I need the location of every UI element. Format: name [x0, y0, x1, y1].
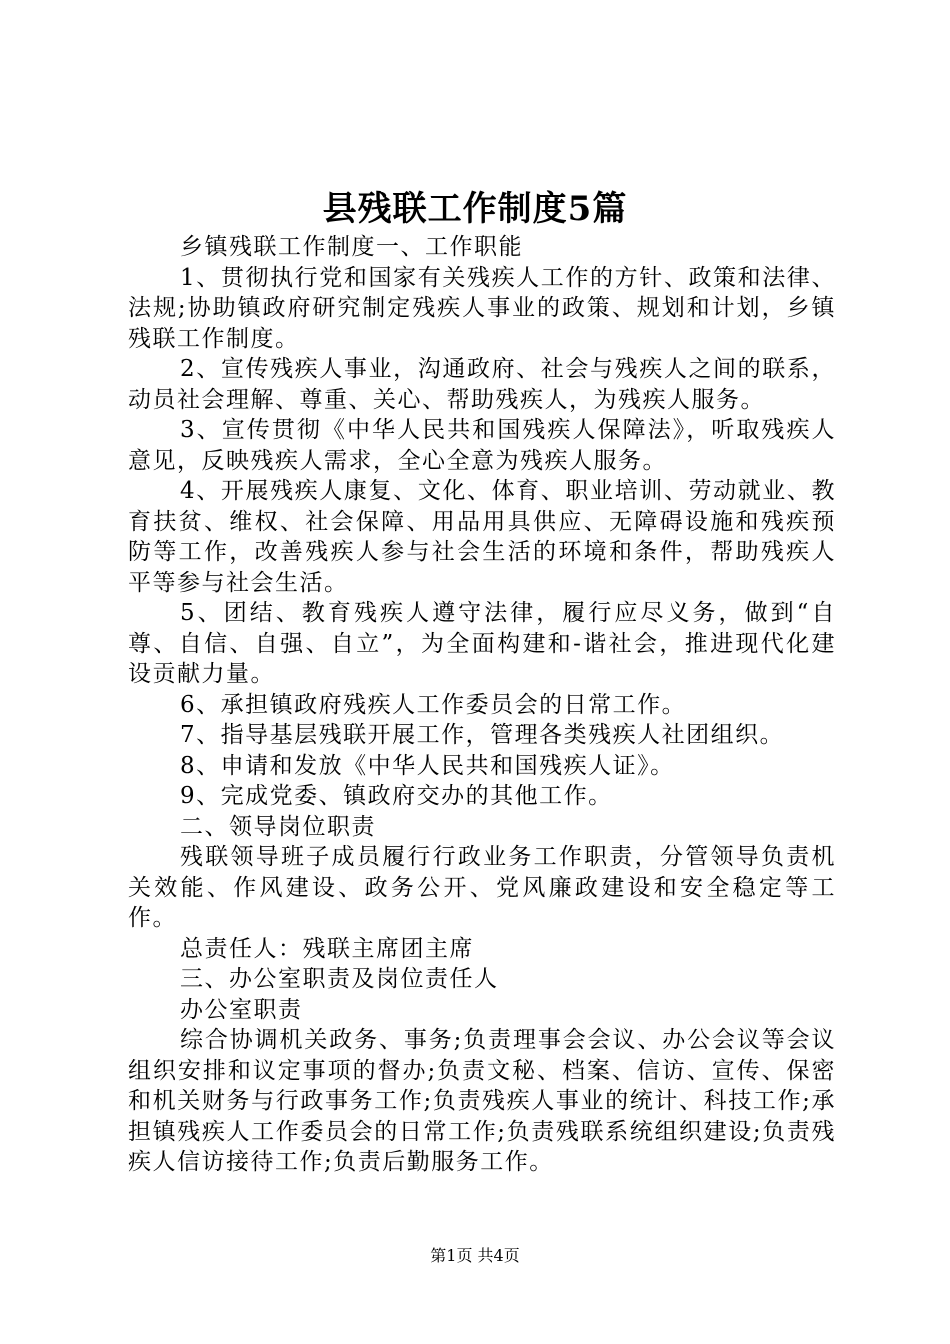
document-title: 县残联工作制度5篇 [322, 189, 628, 229]
body-paragraph: 8、申请和发放《中华人民共和国残疾人证》。 [180, 752, 675, 779]
section-heading: 二、领导岗位职责 [180, 813, 376, 840]
body-paragraph: 4、开展残疾人康复、文化、体育、职业培训、劳动就业、教育扶贫、维权、社会保障、用品用具供应、无障碍设施和残疾预防等工作，改善残疾人参与社会生活的环境和条件，帮助残疾人平等参与社会生活。 [128, 478, 836, 596]
body-paragraph: 3、宣传贯彻《中华人民共和国残疾人保障法》，听取残疾人意见，反映残疾人需求，全心全意为残疾人服务。 [128, 417, 836, 474]
body-paragraph: 乡镇残联工作制度一、工作职能 [180, 234, 523, 260]
body-paragraph: 总责任人：残联主席团主席 [180, 935, 474, 962]
page-footer: 第1页 共4页 [430, 1246, 520, 1265]
body-paragraph: 6、承担镇政府残疾人工作委员会的日常工作。 [180, 691, 687, 718]
section-heading: 三、办公室职责及岗位责任人 [180, 966, 499, 992]
document-body [128, 232, 836, 1178]
subsection-heading: 办公室职责 [180, 996, 303, 1023]
body-paragraph: 5、团结、教育残疾人遵守法律，履行应尽义务，做到“自尊、自信、自强、自立”，为全面构建和-谐社会，推进现代化建设贡献力量。 [128, 600, 836, 687]
body-paragraph: 7、指导基层残联开展工作，管理各类残疾人社团组织。 [180, 722, 785, 748]
body-paragraph: 9、完成党委、镇政府交办的其他工作。 [180, 783, 613, 809]
body-paragraph: 综合协调机关政务、事务;负责理事会会议、办公会议等会议组织安排和议定事项的督办;负责文秘、档案、信访、宣传、保密和机关财务与行政事务工作;负责残疾人事业的统计、科技工作;承担镇残疾人工作委员会的日常工作;负责残联系统组织建设;负责残疾人信访接待工作;负责后勤服务工作。 [128, 1027, 836, 1175]
body-paragraph: 1、贯彻执行党和国家有关残疾人工作的方针、政策和法律、法规;协助镇政府研究制定残疾人事业的政策、规划和计划，乡镇残联工作制度。 [128, 264, 836, 352]
body-paragraph: 残联领导班子成员履行行政业务工作职责，分管领导负责机关效能、作风建设、政务公开、党风廉政建设和安全稳定等工作。 [128, 844, 836, 931]
body-paragraph: 2、宣传残疾人事业，沟通政府、社会与残疾人之间的联系，动员社会理解、尊重、关心、帮助残疾人，为残疾人服务。 [128, 356, 836, 413]
